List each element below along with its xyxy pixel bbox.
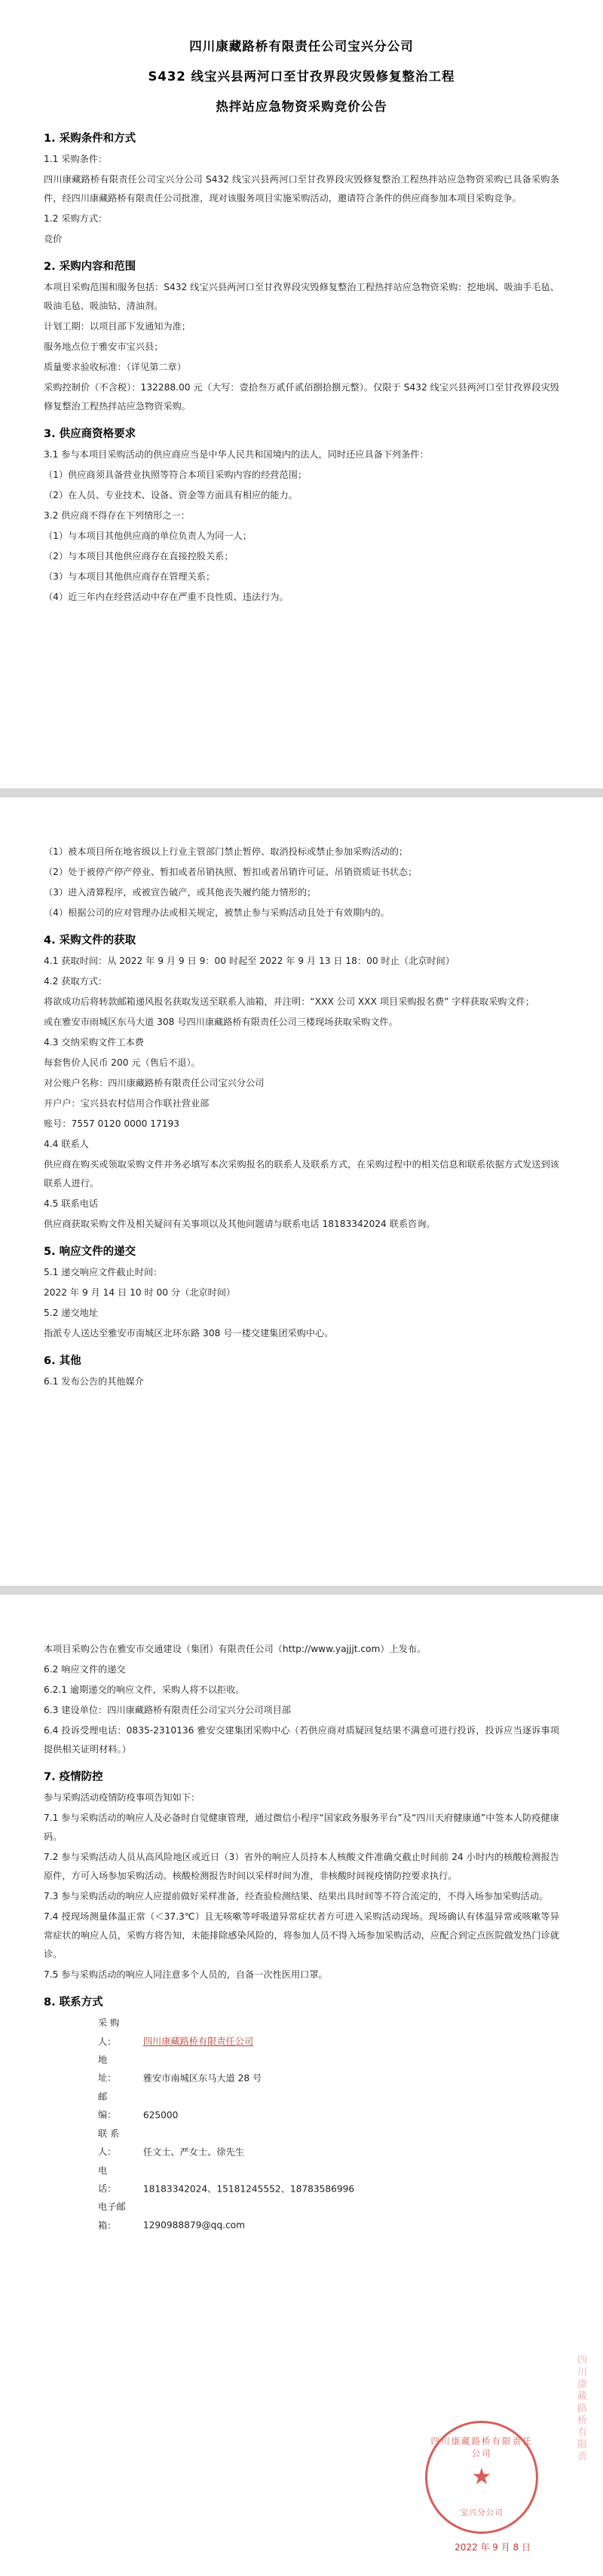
document-page-2: [0, 797, 603, 1586]
section-4-item-12: 4.5 联系电话: [44, 1198, 99, 1210]
section-heading-5: 5. 响应文件的递交: [44, 1246, 136, 1259]
section-3-item-8: （4）近三年内在经营活动中存在严重不良性质、违法行为。: [44, 592, 289, 603]
section-7-item-3: 7.2 参与采购活动人员从高风险地区或近日（3）省外的响应人员持本人核酸文件准确交截止时间前 24 小时内的核酸检测报告原件，方可入场参加采购活动。核酸检测报告时间以采样时间为准，非核酸时间视疫情防控要求执行。: [44, 1852, 559, 1882]
contact-label-email: 电子邮箱：: [98, 2201, 126, 2231]
section-3-item-1: 3.1 参与本项目采购活动的供应商应当是中华人民共和国境内的法人，同时还应具备下列条件：: [44, 449, 429, 460]
section-3-item-2: （1）供应商须具备营业执照等符合本项目采购内容的经营范围；: [44, 470, 308, 481]
page3-lead-item-5: 6.4 投诉受理电话：0835-2310136 雅安交建集团采购中心（若供应商对质疑回复结果不满意可进行投诉，投诉应当逐诉事项提供相关证明材料。）: [44, 1725, 559, 1755]
section-4-item-3: 将欲成功后将转款邮箱递风报名获取发送至联系人油箱，并注明：“XXX 公司 XXX 项目采购报名费” 字样获取采购文件；: [44, 996, 535, 1008]
contact-value-person: 任文士、严女士、徐先生: [142, 2146, 244, 2158]
contact-row-postcode: [98, 2088, 559, 2125]
document-page-1: [0, 0, 603, 788]
section-2-item-4: 质量要求验收标准：（详见第二章）: [44, 362, 186, 373]
section-2-item-3: 服务地点位于雅安市宝兴县；: [44, 341, 164, 353]
seal-bottom-text: 宝兴分公司: [460, 2508, 504, 2517]
section-7-item-1: 参与采购活动疫情防疫事项告知如下：: [44, 1792, 200, 1804]
section-4-item-11: 供应商在购买或领取采购文件并务必填写本次采购报名的联系人及联系方式，在采购过程中的相关信息和联系依据方式发送到该联系人进行。: [44, 1159, 559, 1189]
section-7-item-4: 7.3 参与采购活动的响应人应提前做好采样准备，经查验检测结果、结果出具时间等不符合流定的，不得入场参加采购活动。: [44, 1891, 549, 1902]
section-2-item-5: 采购控制价（不含税）：132288.00 元（大写：壹拾叁万贰仟贰佰捌拾捌元整）。仅限于 S432 线宝兴县两河口至甘孜界段灾毁修复整治工程热拌站应急物资采购。: [44, 382, 559, 412]
contact-label-phone: 电 话：: [98, 2165, 126, 2194]
section-3-item-4: 3.2 供应商不得存在下列情形之一：: [44, 510, 190, 522]
section-heading-6: 6. 其他: [44, 1355, 81, 1368]
section-4-item-7: 对公账户名称：四川康藏路桥有限责任公司宝兴分公司: [44, 1078, 265, 1089]
section-heading-3: 3. 供应商资格要求: [44, 428, 136, 441]
contact-value-phone: 18183342024、15181245552、18783586996: [142, 2183, 355, 2194]
section-5-item-3: 5.2 递交地址: [44, 1308, 99, 1319]
section-7-item-2: 7.1 参与采购活动的响应人及必备时自觉健康管理，通过微信小程序“国家政务服务平台”及“四川天府健康通”中签本人防疫健康码。: [44, 1813, 559, 1843]
side-stamp-text: 四川康藏路桥有限责: [575, 2354, 586, 2463]
page2-pre-item-3: （3）进入清算程序，或被宣告破产，或其他丧失履约能力情形的；: [44, 887, 317, 898]
page3-lead-item-3: 6.2.1 逾期递交的响应文件，采购人将不以拒收。: [44, 1684, 245, 1696]
section-4-item-8: 开户户：宝兴县农村信用合作联社营业部: [44, 1098, 210, 1109]
section-5-item-1: 5.1 递交响应文件截止时间：: [44, 1267, 163, 1278]
section-heading-7: 7. 疫情防控: [44, 1771, 103, 1784]
contact-label-person: 联 系 人：: [98, 2128, 120, 2158]
section-3-item-3: （2）在人员、专业技术、设备、资金等方面具有相应的能力。: [44, 490, 298, 501]
page-title-line-2: S432 线宝兴县两河口至甘孜界段灾毁修复整治工程: [148, 69, 455, 84]
seal-top-text: 四川康藏路桥有限责任公司: [430, 2436, 533, 2458]
contact-label-address: 地 址：: [98, 2054, 126, 2084]
company-seal: [425, 2421, 538, 2534]
section-4-item-4: 或在雅安市雨城区东马大道 308 号四川康藏路桥有限责任公司三楼现场获取采购文件。: [44, 1017, 398, 1028]
section-2-item-2: 计划工期：以项目部下发通知为准；: [44, 321, 191, 332]
contact-row-buyer: [98, 2014, 559, 2051]
section-1-item-2: 四川康藏路桥有限责任公司宝兴分公司 S432 线宝兴县两河口至甘孜界段灾毁修复整治工程热拌站应急物资采购已具备采购条件，经四川康藏路桥有限责任公司批准，现对该服务项目实施采购活动，邀请符合条件的供应商参加本项目采购竞争。: [44, 174, 559, 204]
section-7-item-6: 7.5 参与采购活动的响应人同注意多个人员的，自备一次性医用口罩。: [44, 1969, 328, 1981]
section-3-item-5: （1）与本项目其他供应商的单位负责人为同一人；: [44, 531, 252, 542]
section-4-item-13: 供应商获取采购文件及相关疑问有关事项以及其他问题请与联系电话 18183342024 联系咨询。: [44, 1219, 436, 1230]
seal-date: 2022 年 9 月 8 日: [455, 2542, 531, 2553]
page2-pre-item-1: （1）被本项目所在地省级以上行业主管部门禁止暂停、取消投标或禁止参加采购活动的；: [44, 846, 409, 857]
section-4-item-2: 4.2 获取方式：: [44, 976, 108, 987]
section-1-item-4: 竞价: [44, 234, 63, 245]
page3-lead-item-4: 6.3 建设单位：四川康藏路桥有限责任公司宝兴分公司项目部: [44, 1705, 291, 1716]
section-3-item-7: （3）与本项目其他供应商存在管理关系；: [44, 571, 216, 583]
section-7-item-5: 7.4 授现场测量体温正常（＜37.3℃）且无咳嗽等呼吸道异常症状者方可进入采购活动现场。现场确认有体温异常或咳嗽等异常症状的响应人员，采购方将告知，未能排除感染风险的，将参加人员不得入场参加采购活动，应配合到定点医院做发热门诊就诊。: [44, 1911, 559, 1960]
section-1-item-3: 1.2 采购方式：: [44, 213, 108, 225]
section-4-item-10: 4.4 联系人: [44, 1139, 89, 1150]
page3-lead-item-2: 6.2 响应文件的递交: [44, 1664, 126, 1675]
section-4-item-6: 每套售价人民币 200 元（售后不退）。: [44, 1057, 200, 1069]
page2-pre-item-2: （2）处于被停产停产停业、暂扣或者吊销执照、暂扣或者吊销许可证、吊销资质证书状态；: [44, 867, 418, 878]
page3-lead-item-1: 本项目采购公告在雅安市交通建设（集团）有限责任公司（http://www.yajjjt.com）上发布。: [44, 1644, 427, 1654]
section-2-item-1: 本项目采购范围和服务包括：S432 线宝兴县两河口至甘孜界段灾毁修复整治工程热拌站应急物资采购：挖地埚、吸油手毛毡、吸油毛毡、吸油钻、清油剂。: [44, 282, 559, 312]
section-4-item-5: 4.3 交纳采购文件工本费: [44, 1037, 144, 1048]
section-5-item-2: 2022 年 9 月 14 日 10 时 00 分（北京时间）: [44, 1287, 236, 1299]
section-heading-8: 8. 联系方式: [44, 1996, 103, 2009]
section-6-item-1: 6.1 发布公告的其他媒介: [44, 1376, 144, 1387]
page-separator-1: [0, 788, 603, 797]
section-4-item-9: 账号：7557 0120 0000 17193: [44, 1118, 180, 1130]
contact-row-address: [98, 2051, 559, 2088]
contact-row-email: [98, 2198, 559, 2235]
page-title-line-1: 四川康藏路桥有限责任公司宝兴分公司: [189, 39, 414, 54]
section-heading-2: 2. 采购内容和范围: [44, 261, 136, 274]
section-1-item-1: 1.1 采购条件：: [44, 154, 108, 164]
page-title-line-3: 热拌站应急物资采购竞价公告: [216, 99, 387, 114]
seal-star-icon: ★: [471, 2464, 492, 2490]
contact-row-phone: [98, 2161, 559, 2198]
section-5-item-4: 指派专人送达至雅安市南城区北环东路 308 号一楼交建集团采购中心。: [44, 1328, 334, 1339]
contact-value-email: 1290988879@qq.com: [142, 2220, 245, 2231]
contact-value-postcode: 625000: [142, 2109, 179, 2121]
contact-label-postcode: 邮 编：: [98, 2091, 126, 2121]
contact-row-person: [98, 2125, 559, 2161]
contact-value-buyer: 四川康藏路桥有限责任公司: [142, 2036, 254, 2047]
page2-pre-item-4: （4）根据公司的应对管理办法或相关规定，被禁止参与采购活动且处于有效期内的。: [44, 907, 390, 919]
section-4-item-1: 4.1 获取时间：从 2022 年 9 月 9 日 9：00 时起至 2022 年 9 月 13 日 18：00 时止（北京时间）: [44, 956, 455, 967]
contact-label-buyer: 采 购 人：: [98, 2018, 120, 2047]
section-heading-4: 4. 采购文件的获取: [44, 935, 136, 947]
contact-value-address: 雅安市南城区东马大道 28 号: [142, 2073, 262, 2084]
page-separator-2: [0, 1586, 603, 1595]
section-heading-1: 1. 采购条件和方式: [44, 133, 136, 145]
section-3-item-6: （2）与本项目其他供应商存在直接控股关系；: [44, 551, 234, 562]
document-page-3: [0, 1595, 603, 2576]
